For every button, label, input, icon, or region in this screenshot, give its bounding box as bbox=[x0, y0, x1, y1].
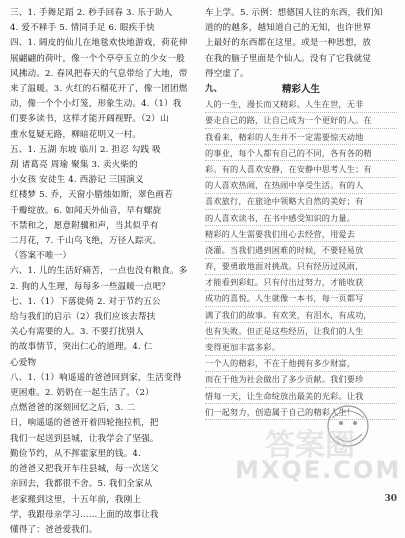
essay-line: 满了我们的故事。有欢笑，有泪水，有成功， bbox=[205, 308, 397, 324]
answer-line: 不禁和之，愿意附骥和声，当其似乎有 bbox=[10, 220, 159, 231]
essay-line: 弃，要勇敢地面对挑战。只有经历过风雨， bbox=[205, 259, 397, 275]
answer-line: 得空虚了。 bbox=[205, 68, 249, 79]
answer-line: 车上学。5. 示例：想德国人往的东西，我们知 bbox=[205, 8, 383, 18]
essay-heading bbox=[205, 82, 397, 97]
watermark-logo bbox=[235, 382, 402, 492]
answer-line: 六、1. 儿的生活好痛苦，一点也没有粮食。多 bbox=[10, 266, 188, 277]
answer-line: 学，我跟母亲学习……上面的故事让我 bbox=[10, 509, 159, 520]
essay-line: 的人喜欢热闹，在热闹中享受生活。有的人 bbox=[205, 178, 397, 194]
answer-line: 七、1.（1）下落徙倚 2. 对于节约五公 bbox=[10, 296, 161, 307]
answer-line: 2. 狗的人生理，每每多一些温暖一点吧？ bbox=[10, 281, 171, 292]
answer-line: 老家搬到这里，十五年前，我刚上 bbox=[10, 494, 142, 505]
answer-line: 三、1. 手舞足蹈 2. 秒手回春 3. 乐于助人 bbox=[10, 8, 173, 18]
answer-line: 的故事情节，突出仁心的道理。4. 仁 bbox=[10, 342, 153, 353]
answer-section-eight-continued bbox=[205, 6, 397, 82]
answer-line: 四、1. 阔皮的仙儿在地毯欢快地游戏，荷花伸 bbox=[10, 38, 188, 49]
answer-line: 红楼梦 5. 乔，天窗小腊烛如斯，翠色画若 bbox=[10, 190, 173, 201]
answer-column-left bbox=[10, 6, 195, 538]
essay-line: 变得更加丰富多彩。 bbox=[205, 340, 397, 356]
essay-line: 彩。有的人喜欢安静，在安静中思考人生；有 bbox=[205, 162, 397, 178]
section-number: 九、 bbox=[205, 84, 223, 95]
essay-body bbox=[205, 97, 397, 420]
page-number: 30 bbox=[384, 494, 397, 504]
answer-line: 们要多读书，这样才能开阔视野。（2）山 bbox=[10, 114, 169, 125]
essay-line: 的事业，每个人都有自己的不同，各有各的精 bbox=[205, 146, 397, 162]
answer-line: 心爱物 bbox=[10, 357, 37, 368]
essay-line: 们一起努力，创造属于自己的精彩人生！ bbox=[205, 405, 397, 421]
answer-line: 八、1.（1）响遥遥的爸爸回到家，生活变得 bbox=[10, 372, 182, 383]
answer-line: 重水复疑无路，柳暗花明又一村。 bbox=[10, 129, 142, 140]
answer-line: 展翩翩的荷叶，像一个个亭亭玉立的少女一般 bbox=[10, 53, 185, 64]
answer-line: 点燃爸爸的深刻回忆之后，3. 二 bbox=[10, 403, 136, 414]
answer-line: 道的的越多，越知道自己的无知，也许世界 bbox=[205, 23, 372, 34]
answer-line: 懂得了：爸爸爱我们。 bbox=[10, 524, 98, 535]
essay-line: 惜每一天，让生命绽放出最美的光彩。让我 bbox=[205, 389, 397, 405]
answer-line: 小女孩 安徒生 4. 西游记 三国演义 bbox=[10, 175, 144, 186]
essay-line: 我看来，精彩的人生并不一定需要惊天动地 bbox=[205, 130, 397, 146]
answer-line: 日，响遥遥的爸爸开着四轮拖拉机，把 bbox=[10, 418, 159, 429]
answer-line: 动，像一个个小灯笼，形象生动。4.（1）我 bbox=[10, 99, 182, 110]
answer-line: 我们一起送到县城，让我学会了坚强。 bbox=[10, 433, 159, 444]
answer-line: 4. 爱不释手 5. 情同手足 6. 眼疾手快 bbox=[10, 23, 155, 34]
answer-line: 在我的脑子里面是个仙人。没有了它我就觉 bbox=[205, 53, 372, 64]
essay-line: 的人喜欢读书，在书中感受知识的力量。 bbox=[205, 211, 397, 227]
answer-line: 亲回去，我都很不舍。5. 我们全家从 bbox=[10, 479, 153, 490]
answer-line: 更困难。2. 奶奶在一起生活了。（2） bbox=[10, 388, 154, 399]
answer-line: 给与我们的启示（2）我们应该去帮扶 bbox=[10, 312, 156, 323]
essay-line: 成功的喜悦。人生就像一本书，每一页都写 bbox=[205, 291, 397, 307]
answer-column-right bbox=[205, 6, 397, 421]
answer-line: 勤俭节约，从不挥霍家里的钱。4. bbox=[10, 448, 141, 459]
answer-line: 关心有需要的人。3. 不要打扰别人 bbox=[10, 327, 144, 338]
essay-line: 浇灌。当我们遇到困难的时候，不要轻易放 bbox=[205, 243, 397, 259]
essay-line: 而在于他为社会做出了多少贡献。我们要珍 bbox=[205, 372, 397, 388]
essay-line: 一个人的精彩，不在于他拥有多少财富， bbox=[205, 356, 397, 372]
answer-line: 上最好的东西都在这里。或是一种思想，放 bbox=[205, 38, 372, 49]
essay-line: 喜欢旅行，在旅途中领略大自然的美好；有 bbox=[205, 194, 397, 210]
answer-line: 刮 诸葛亮 周瑜 聚集 3. 卖火柴的 bbox=[10, 160, 138, 171]
answer-line: （答案不唯一） bbox=[10, 251, 72, 262]
essay-title: 精彩人生 bbox=[281, 84, 321, 96]
answer-line: 千瓣绽放。6. 如闻天外仙音，早有螺旋 bbox=[10, 205, 162, 216]
answer-line: 来了温暖。3. 火红的石榴花开了，像一团团燃 bbox=[10, 84, 188, 95]
essay-line: 才能看到彩虹。只有付出过努力，才能收获 bbox=[205, 275, 397, 291]
answer-line: 风拂动。2. 春风把春天的气息带给了大地，带 bbox=[10, 68, 188, 79]
essay-line: 精彩的人生需要我们用心去经营，用爱去 bbox=[205, 227, 397, 243]
answer-line: 的爸爸又把我开车往县城，每一次送父 bbox=[10, 464, 159, 475]
answer-line: 五、1. 五湖 东坡 临川 2. 担忍 勾践 吸 bbox=[10, 144, 161, 155]
watermark-glyphs: 答案圈 bbox=[265, 428, 355, 463]
answer-line: 二月花，7. 千山鸟飞绝，万径人踪灭。 bbox=[10, 236, 162, 247]
essay-line: 也有失败。但正是这些经历，让我们的人生 bbox=[205, 324, 397, 340]
watermark-text: MXQE.COM bbox=[235, 456, 402, 484]
essay-line: 人的一生，漫长而又精彩。人生在世，无非 bbox=[205, 97, 397, 113]
essay-line: 要走自己的路，让自己成为一个更好的人。在 bbox=[205, 113, 397, 129]
